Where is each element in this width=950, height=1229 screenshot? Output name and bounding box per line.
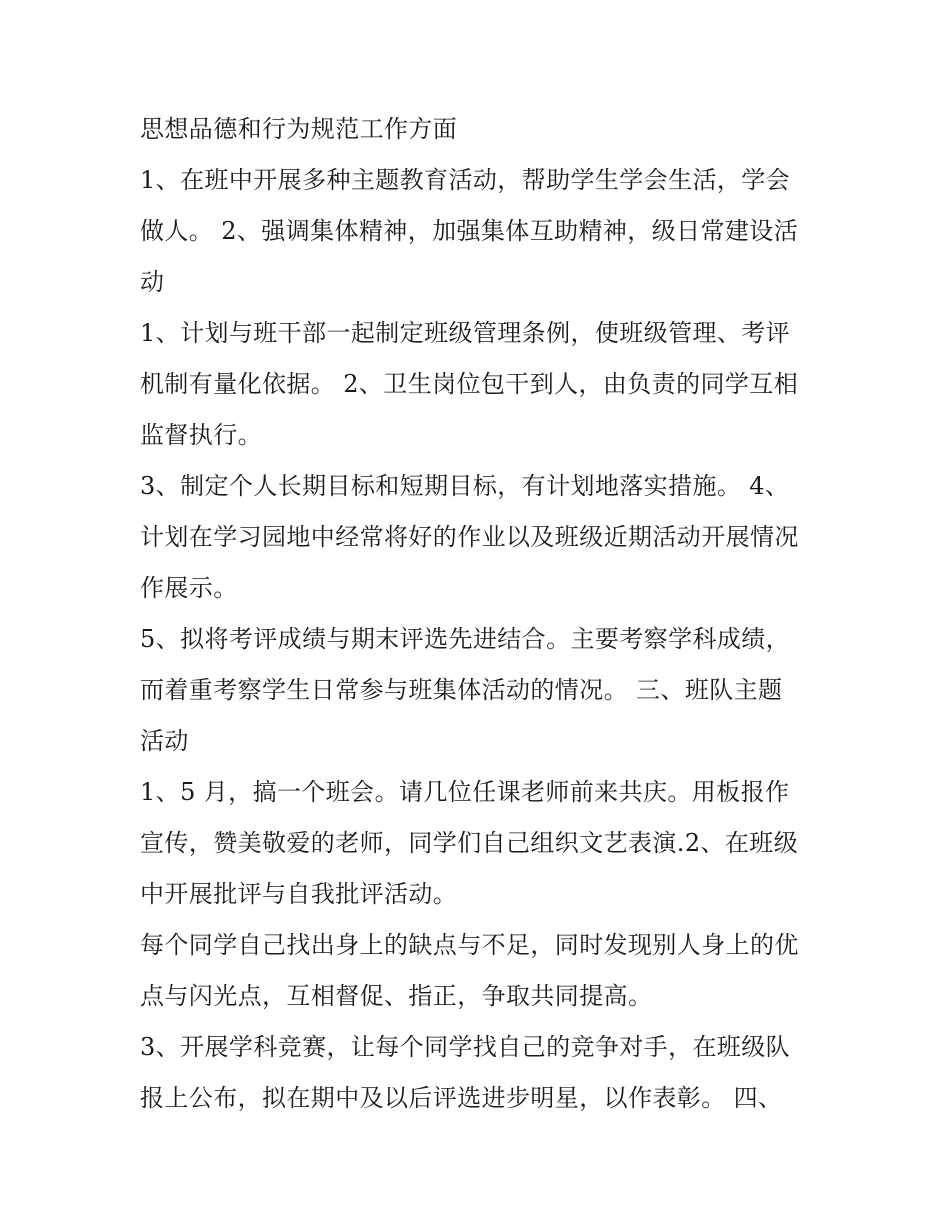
- text-line: 每个同学自己找出身上的缺点与不足，同时发现别人身上的优: [140, 931, 799, 959]
- text-line: 监督执行。: [140, 421, 262, 449]
- text-line: 而着重考察学生日常参与班集体活动的情况。 三、班队主题: [140, 676, 783, 704]
- text-line: 动: [140, 268, 165, 296]
- text-line: 做人。 2、强调集体精神，加强集体互助精神，级日常建设活: [140, 217, 799, 245]
- text-line: 活动: [140, 727, 189, 755]
- text-line: 报上公布，拟在期中及以后评选进步明星，以作表彰。 四、: [140, 1084, 783, 1112]
- document-body: [140, 104, 830, 1124]
- text-line: 宣传，赞美敬爱的老师，同学们自己组织文艺表演.2、在班级: [140, 829, 799, 857]
- text-line: 作展示。: [140, 574, 238, 602]
- text-line: 1、计划与班干部一起制定班级管理条例，使班级管理、考评: [140, 319, 791, 347]
- text-line: 中开展批评与自我批评活动。: [140, 880, 458, 908]
- text-line: 1、在班中开展多种主题教育活动，帮助学生学会生活，学会: [140, 166, 791, 194]
- text-line: 点与闪光点，互相督促、指正，争取共同提高。: [140, 982, 653, 1010]
- section-heading: 思想品德和行为规范工作方面: [140, 115, 458, 143]
- text-line: 计划在学习园地中经常将好的作业以及班级近期活动开展情况: [140, 523, 799, 551]
- text-line: 3、制定个人长期目标和短期目标，有计划地落实措施。 4、: [140, 472, 790, 500]
- text-line: 机制有量化依据。 2、卫生岗位包干到人，由负责的同学互相: [140, 370, 799, 398]
- text-line: 5、拟将考评成绩与期末评选先进结合。主要考察学科成绩，: [140, 625, 791, 653]
- text-line: 1、5 月，搞一个班会。请几位任课老师前来共庆。用板报作: [140, 778, 790, 806]
- text-line: 3、开展学科竞赛，让每个同学找自己的竞争对手，在班级队: [140, 1033, 791, 1061]
